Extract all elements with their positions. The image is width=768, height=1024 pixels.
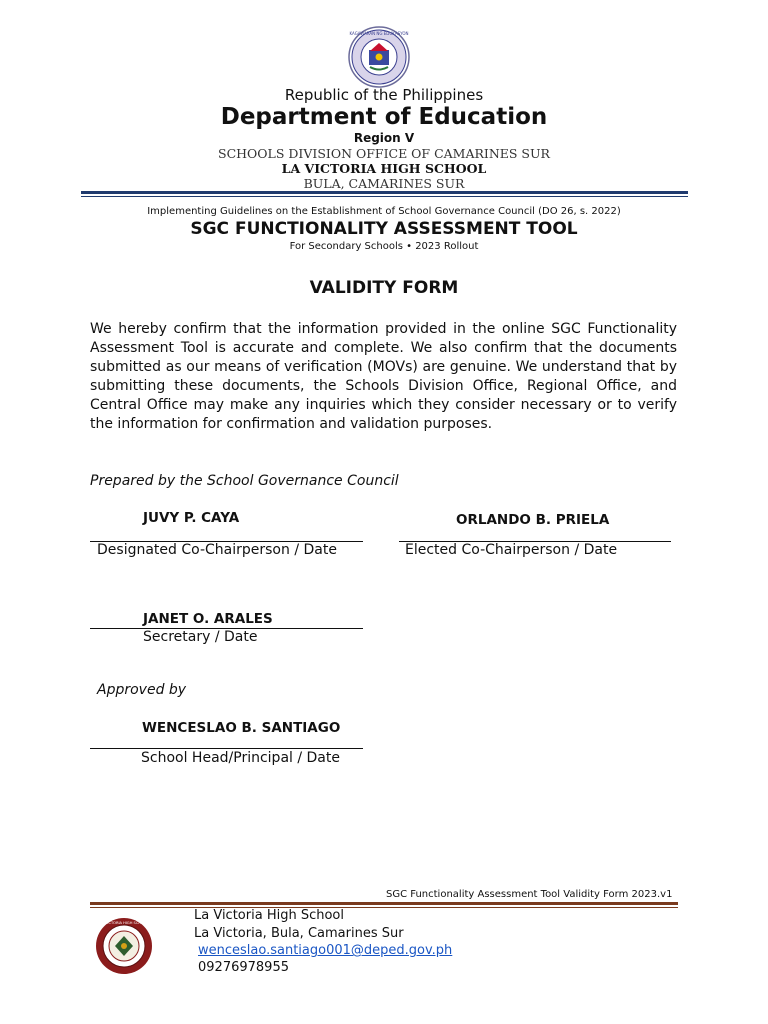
division-label: SCHOOLS DIVISION OFFICE OF CAMARINES SUR — [218, 146, 550, 161]
signatory-name: JUVY P. CAYA — [143, 510, 240, 526]
signature-line — [90, 748, 363, 749]
tool-subtitle: For Secondary Schools • 2023 Rollout — [289, 241, 479, 252]
school-logo — [92, 916, 156, 976]
school-label: LA VICTORIA HIGH SCHOOL — [281, 161, 487, 176]
footer-divider-thin — [90, 907, 678, 908]
header-divider-thin — [81, 196, 688, 197]
svg-text:KAGAWARAN NG EDUKASYON: KAGAWARAN NG EDUKASYON — [349, 31, 409, 36]
signatory-name: JANET O. ARALES — [143, 611, 273, 627]
svg-text:LA VICTORIA HIGH SCHOOL: LA VICTORIA HIGH SCHOOL — [99, 921, 149, 925]
deped-seal-logo — [348, 26, 410, 88]
tool-title: SGC FUNCTIONALITY ASSESSMENT TOOL — [190, 219, 578, 239]
signatory-role: Elected Co-Chairperson / Date — [405, 542, 618, 558]
footer-address: La Victoria, Bula, Camarines Sur — [194, 926, 404, 941]
school-address: BULA, CAMARINES SUR — [303, 176, 465, 191]
region-label: Region V — [353, 131, 415, 145]
form-version-note: SGC Functionality Assessment Tool Validity Form 2023.v1 — [386, 889, 673, 900]
approved-by-label: Approved by — [97, 682, 187, 698]
signatory-role: Designated Co-Chairperson / Date — [97, 542, 337, 558]
guidelines-caption: Implementing Guidelines on the Establishment of School Governance Council (DO 26, s. 2022) — [147, 206, 621, 217]
prepared-by-label: Prepared by the School Governance Council — [90, 473, 399, 489]
department-title: Department of Education — [220, 104, 548, 130]
form-title: VALIDITY FORM — [309, 278, 459, 298]
republic-heading: Republic of the Philippines — [284, 86, 484, 104]
signatory-role: Secretary / Date — [143, 629, 258, 645]
footer-divider — [90, 902, 678, 905]
signatory-role: School Head/Principal / Date — [141, 750, 340, 766]
signatory-name: WENCESLAO B. SANTIAGO — [142, 720, 341, 736]
signatory-name: ORLANDO B. PRIELA — [456, 512, 610, 528]
header-divider — [81, 191, 688, 194]
footer-email-link[interactable]: wenceslao.santiago001@deped.gov.ph — [198, 943, 453, 958]
confirmation-statement: We hereby confirm that the information provided in the online SGC Functionality Assessment Tool is accurate and complete. We also confirm that the documents submitted as our means of verification (MOVs) are genuine. We understand that by submitting these documents, the Schools Division Office, Regional Office, and Central Office may make any inquiries which they consider necessary or to verify the information for confirmation and validation purposes. — [90, 321, 677, 432]
footer-school-name: La Victoria High School — [194, 908, 344, 923]
footer-phone: 09276978955 — [198, 960, 289, 975]
